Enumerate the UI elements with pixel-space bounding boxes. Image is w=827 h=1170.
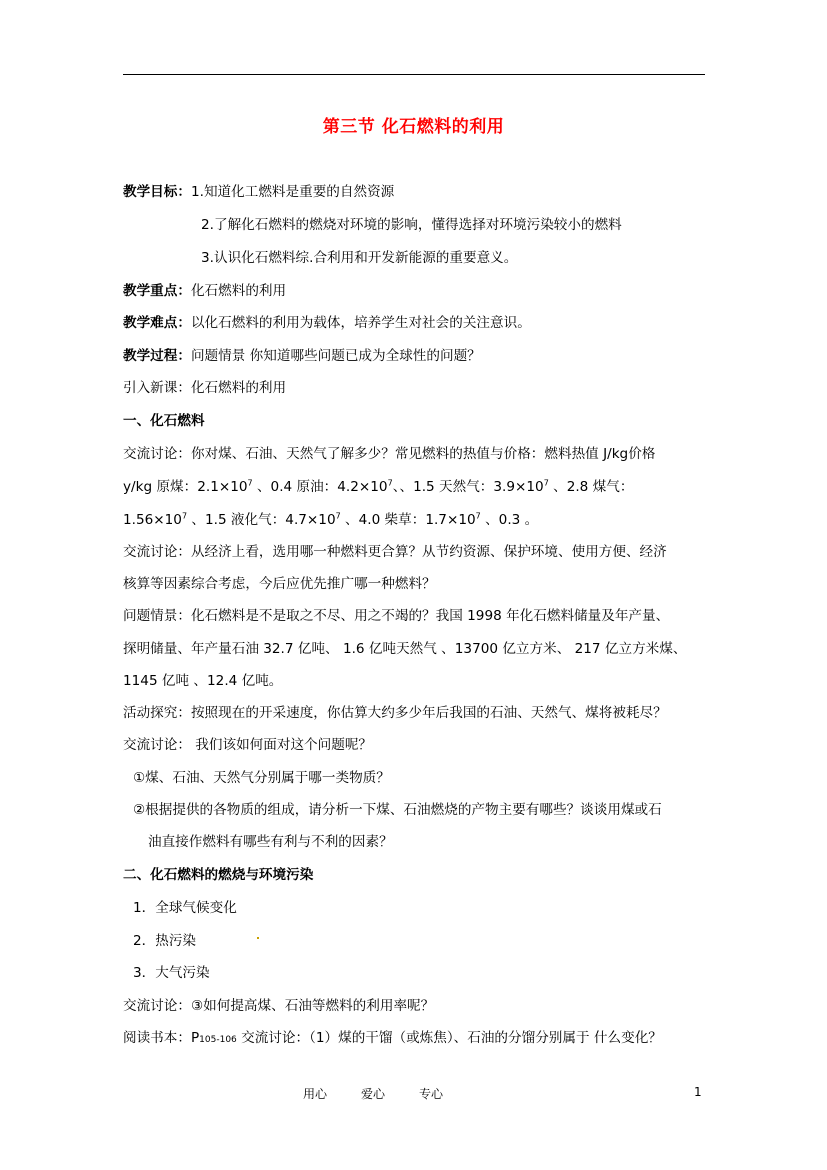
- intro-line: 引入新课：化石燃料的利用: [123, 380, 287, 396]
- reading-label: 阅读书本：P: [123, 1030, 200, 1046]
- process-text: 问题情景 你知道哪些问题已成为全球性的问题？: [190, 348, 481, 364]
- exponent: 7: [543, 478, 549, 488]
- objectives-line-1: [123, 182, 394, 202]
- fuel-coal-gas-value: 1.56×10: [123, 512, 182, 528]
- process: [123, 346, 481, 366]
- process-label: 教学过程：: [123, 348, 191, 364]
- difficulty-label: 教学难点：: [123, 315, 191, 331]
- footer-text-1: 用心: [303, 1087, 328, 1101]
- section-1-heading: 一、化石燃料: [123, 413, 205, 429]
- reading-pages: 105-106: [199, 1035, 237, 1045]
- section-2-discuss: 交流讨论：③如何提高煤、石油等燃料的利用率呢？: [123, 998, 435, 1014]
- problem-line-3: 1145 亿吨 、12.4 亿吨。: [123, 673, 283, 689]
- objective-3: 3.认识化石燃料综.合利用和开发新能源的重要意义。: [201, 250, 518, 266]
- discuss-2-line-2: 核算等因素综合考虑，今后应优先推广哪一种燃料？: [123, 576, 436, 592]
- problem-line-1: 问题情景：化石燃料是不是取之不尽、用之不竭的？我国 1998 年化石燃料储量及年产量、: [123, 608, 670, 624]
- problem-line-2: 探明储量、年产量石油 32.7 亿吨、 1.6 亿吨天然气 、13700 亿立方米、 217 亿立方米煤、: [123, 641, 687, 657]
- fuel-coal-gas: 、2.8 煤气：: [548, 479, 634, 495]
- key-point-label: 教学重点：: [123, 283, 191, 299]
- page-title: 第三节 化石燃料的利用: [322, 117, 505, 137]
- exponent: 7: [387, 478, 393, 488]
- page-number: 1: [694, 1085, 702, 1099]
- question-2-line-1: ②根据提供的各物质的组成，请分析一下煤、石油燃烧的产物主要有哪些？谈谈用煤或石: [133, 802, 662, 818]
- fuel-crude-oil: 、0.4 原油：4.2×10: [252, 479, 388, 495]
- fuel-natural-gas: 、、1.5 天然气：3.9×10: [392, 479, 544, 495]
- header-rule: [123, 74, 705, 75]
- fuel-firewood: 、4.0 柴草：1.7×10: [340, 512, 476, 528]
- fuel-coal: y/kg 原煤：2.1×10: [123, 479, 248, 495]
- section-2-heading: 二、化石燃料的燃烧与环境污染: [123, 867, 314, 883]
- activity-line: 活动探究：按照现在的开采速度，你估算大约多少年后我国的石油、天然气、煤将被耗尽？: [123, 705, 667, 721]
- exponent: 7: [335, 511, 341, 521]
- objective-2: 2.了解化石燃料的燃烧对环境的影响，懂得选择对环境污染较小的燃料: [201, 217, 622, 233]
- question-2-line-2: 油直接作燃料有哪些有利与不利的因素？: [148, 834, 393, 850]
- footer-text-3: 专心: [419, 1087, 444, 1101]
- key-point-text: 化石燃料的利用: [190, 283, 287, 299]
- objective-1: 1.知道化工燃料是重要的自然资源: [190, 184, 395, 200]
- discuss-1-line-2: [123, 477, 633, 497]
- exponent: 7: [247, 478, 253, 488]
- exponent: 7: [181, 511, 188, 521]
- footer-text-2: 爱心: [361, 1087, 386, 1101]
- discuss-2-line-1: 交流讨论：从经济上看，选用哪一种燃料更合算？从节约资源、保护环境、使用方便、经济: [123, 544, 667, 560]
- difficulty-text: 以化石燃料的利用为载体，培养学生对社会的关注意识。: [190, 315, 531, 331]
- reading-line: [123, 1028, 662, 1050]
- objectives-label: 教学目标：: [123, 184, 191, 200]
- reading-text: 交流讨论：（1）煤的干馏（或炼焦）、石油的分馏分别属于 什么变化？: [236, 1030, 662, 1046]
- discuss-1-line-3: [123, 510, 538, 530]
- question-1: ①煤、石油、天然气分别属于哪一类物质？: [133, 770, 390, 786]
- fuel-lpg: 、1.5 液化气：4.7×10: [187, 512, 336, 528]
- fuel-firewood-price: 、0.3 。: [480, 512, 539, 528]
- discuss-1-line-1: 交流讨论：你对煤、石油、天然气了解多少？常见燃料的热值与价格：燃料热值 J/kg价格: [123, 446, 656, 462]
- section-2-item-3: 3．大气污染: [133, 965, 210, 981]
- exponent: 7: [475, 511, 481, 521]
- discuss-3-line: 交流讨论： 我们该如何面对这个问题呢？: [123, 737, 373, 753]
- key-point: [123, 281, 286, 301]
- section-2-item-1: 1．全球气候变化: [133, 900, 237, 916]
- difficulty: [123, 313, 531, 333]
- section-2-item-2: 2．热污染: [133, 933, 197, 949]
- stray-dot: [257, 937, 259, 939]
